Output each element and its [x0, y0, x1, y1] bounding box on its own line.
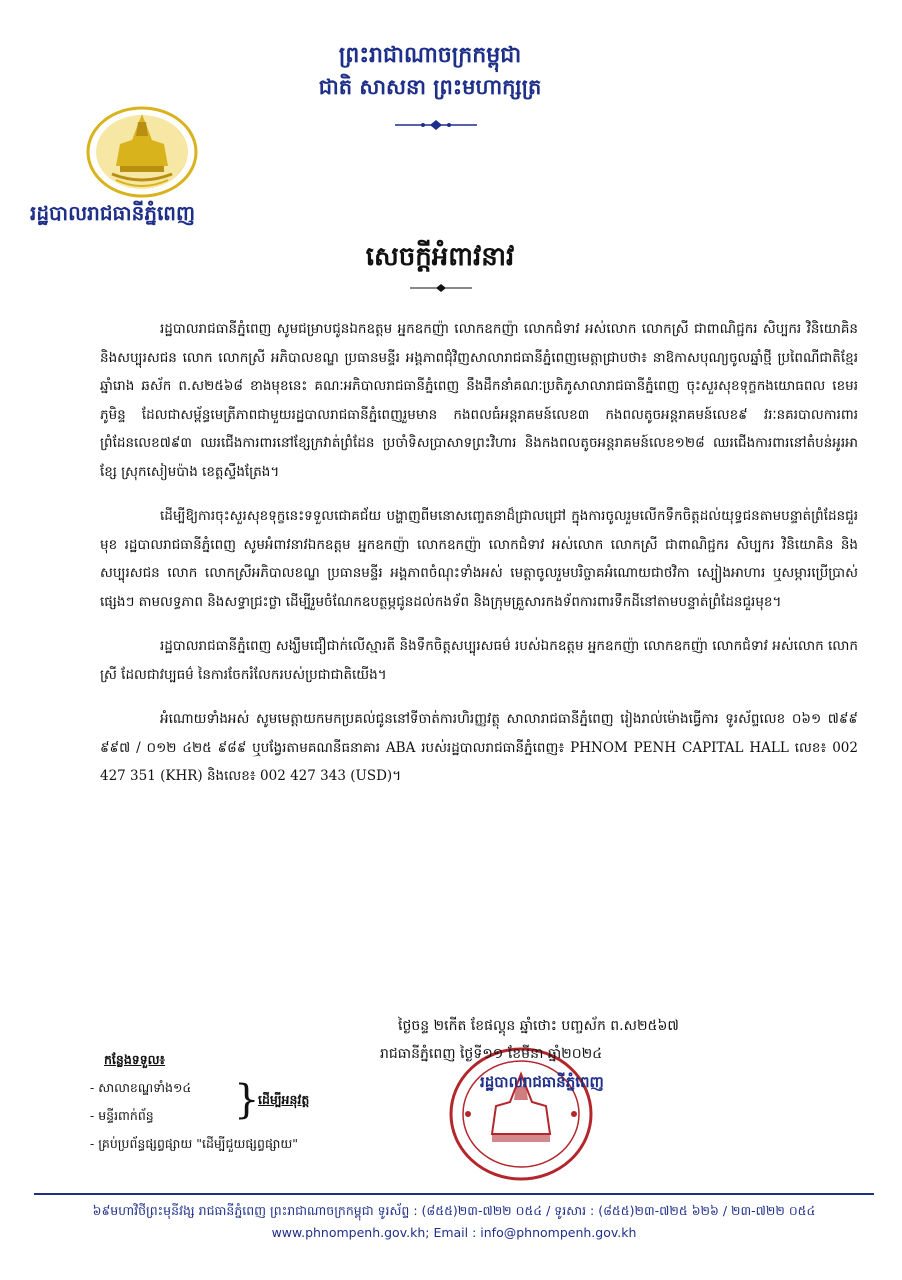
footer-divider	[34, 1193, 874, 1195]
organization-name: រដ្ឋបាលរាជធានីភ្នំពេញ	[30, 201, 196, 225]
kingdom-name: ព្រះរាជាណាចក្រកម្ពុជា	[338, 43, 522, 68]
list-item: - មន្ទីរពាក់ព័ន្ធ	[90, 1108, 154, 1123]
footer-contact: www.phnompenh.gov.kh; Email : info@phnompenh.gov.kh	[271, 1225, 637, 1240]
paragraph-hope: រដ្ឋបាលរាជធានីភ្នំពេញ សង្ឃឹមជឿជាក់លើស្មារតី និងទឹកចិត្តសប្បុរសធម៌ របស់ឯកឧត្តម អ្នកឧកញ៉ា លោកឧកញ៉ា លោកជំទាវ អស់លោក លោកស្រី ដែលជាវប្បធម៌ នៃការចែករំលែករបស់ប្រជាជាតិយើង។	[100, 638, 858, 683]
recipients-list	[90, 1046, 430, 1158]
paragraph-intro: រដ្ឋបាលរាជធានីភ្នំពេញ សូមជម្រាបជូនឯកឧត្តម អ្នកឧកញ៉ា លោកឧកញ៉ា លោកជំទាវ អស់លោក លោកស្រី ជាពាណិជ្ជករ សិប្បករ វិនិយោគិន និងសប្បុរសជន លោក លោកស្រី អភិបាលខណ្ឌ ប្រធានមន្ទីរ អង្គភាពជុំវិញសាលារាជធានីភ្នំពេញមេត្តាជ្រាបថា៖ នាឱកាសបុណ្យចូលឆ្នាំថ្មី ប្រពៃណីជាតិខ្មែរ ឆ្នាំរោង ឆស័ក ព.ស២៥៦៨ ខាងមុខនេះ គណៈអភិបាលរាជធានីភ្នំពេញ នឹងដឹកនាំគណៈប្រតិភូសាលារាជធានីភ្នំពេញ ចុះសួរសុខទុក្ខកងយោធពល ខេមរភូមិន្ទ ដែលជាសម្ព័ន្ធមេត្រីភាពជាមួយរដ្ឋបាលរាជធានីភ្នំពេញរួមមាន កងពលធំអន្តរាគមន៍លេខ៣ កងពលតូចអន្តរាគមន៍លេខ៩ វរៈនគរបាលការពារព្រំដែនលេខ៧៩៣ ឈរជើងការពារនៅខ្សែក្រវាត់ព្រំដែន ប្រចាំទិសប្រាសាទព្រះវិហារ និងកងពលតូចអន្តរាគមន៍លេខ១២៨ ឈរជើងការពារនៅតំបន់អូរអាខ្សែ ស្រុកសៀមប៉ាង ខេត្តស្ទឹងត្រែង។	[100, 321, 858, 480]
kingdom-header	[300, 40, 560, 102]
document-body	[100, 315, 858, 807]
title-ornament-icon	[410, 282, 472, 294]
paragraph-appeal: ដើម្បីឱ្យការចុះសួរសុខទុក្ខនេះទទួលជោគជ័យ បង្ហាញពីមនោសញ្ចេតនាដ៏ជ្រាលជ្រៅ ក្នុងការចូលរួមលើកទឹកចិត្តដល់យុទ្ធជនតាមបន្ទាត់ព្រំដែនជួរមុខ រដ្ឋបាលរាជធានីភ្នំពេញ សូមអំពាវនាវឯកឧត្តម អ្នកឧកញ៉ា លោកឧកញ៉ា លោកជំទាវ អស់លោក លោកស្រី ជាពាណិជ្ជករ សិប្បករ វិនិយោគិន និងសប្បុរសជន លោក លោកស្រីអភិបាលខណ្ឌ ប្រធានមន្ទីរ អង្គភាពចំណុះទាំងអស់ មេត្តាចូលរួមបរិច្ចាគអំណោយជាថវិកា ស្បៀងអាហារ ឬសម្ភារប្រើប្រាស់ផ្សេងៗ តាមលទ្ធភាព និងសទ្ធាជ្រះថ្លា ដើម្បីរួមចំណែកឧបត្ថម្ភជូនដល់កងទ័ព និងក្រុមគ្រួសារកងទ័ពការពារទឹកដីនៅតាមបន្ទាត់ព្រំដែនជួរមុខ។	[100, 508, 858, 610]
date-signature-block	[380, 1012, 840, 1096]
lunar-date: ថ្ងៃចន្ទ ២កើត ខែផល្គុន ឆ្នាំថោះ បញ្ចស័ក ព.ស២៥៦៧	[398, 1018, 679, 1034]
recipients-heading: កន្លែងទទួល៖	[104, 1052, 166, 1067]
footer-address: ៦៩មហាវិថីព្រះមុនីវង្ស រាជធានីភ្នំពេញ ព្រះរាជាណាចក្រកម្ពុជា ទូរស័ព្ទ : (៨៥៥)២៣-៧២២ ០៥៤ / ទូរសារ : (៨៥៥)២៣-៧២៥ ៦២៦ / ២៣-៧២២ ០៥៤	[92, 1203, 816, 1218]
national-motto: ជាតិ សាសនា ព្រះមហាក្សត្រ	[318, 75, 542, 99]
document-title: សេចក្តីអំពាវនាវ	[365, 242, 515, 272]
city-emblem-icon	[82, 100, 202, 200]
paragraph-donation-info: អំណោយទាំងអស់ សូមមេត្តាយកមកប្រគល់ជូននៅទីចាត់ការហិរញ្ញវត្ថុ សាលារាជធានីភ្នំពេញ រៀងរាល់ម៉ោងធ្វើការ ទូរស័ព្ទលេខ ០៦១ ៧៩៩ ៩៩៧ / ០១២ ៤២៥ ៩៨៩ ឬបង្វែរតាមគណនីធនាគារ ABA របស់រដ្ឋបាលរាជធានីភ្នំពេញ៖ PHNOM PENH CAPITAL HALL លេខ៖ 002 427 351 (KHR) និងលេខ៖ 002 427 343 (USD)។	[100, 711, 858, 784]
list-item: - សាលាខណ្ឌទាំង១៤	[90, 1080, 192, 1095]
recipients-action: ដើម្បីអនុវត្ត	[258, 1092, 310, 1107]
brace-icon: }	[234, 1077, 260, 1123]
list-item: - គ្រប់ប្រព័ន្ធផ្សព្វផ្សាយ "ដើម្បីជួយផ្សព្វផ្សាយ"	[90, 1136, 299, 1151]
header-ornament-icon	[395, 118, 477, 132]
solar-date: រាជធានីភ្នំពេញ ថ្ងៃទី១១ ខែមីនា ឆ្នាំ២០២៤	[380, 1046, 603, 1062]
signatory: រដ្ឋបាលរាជធានីភ្នំពេញ	[480, 1073, 604, 1091]
footer	[34, 1200, 874, 1244]
